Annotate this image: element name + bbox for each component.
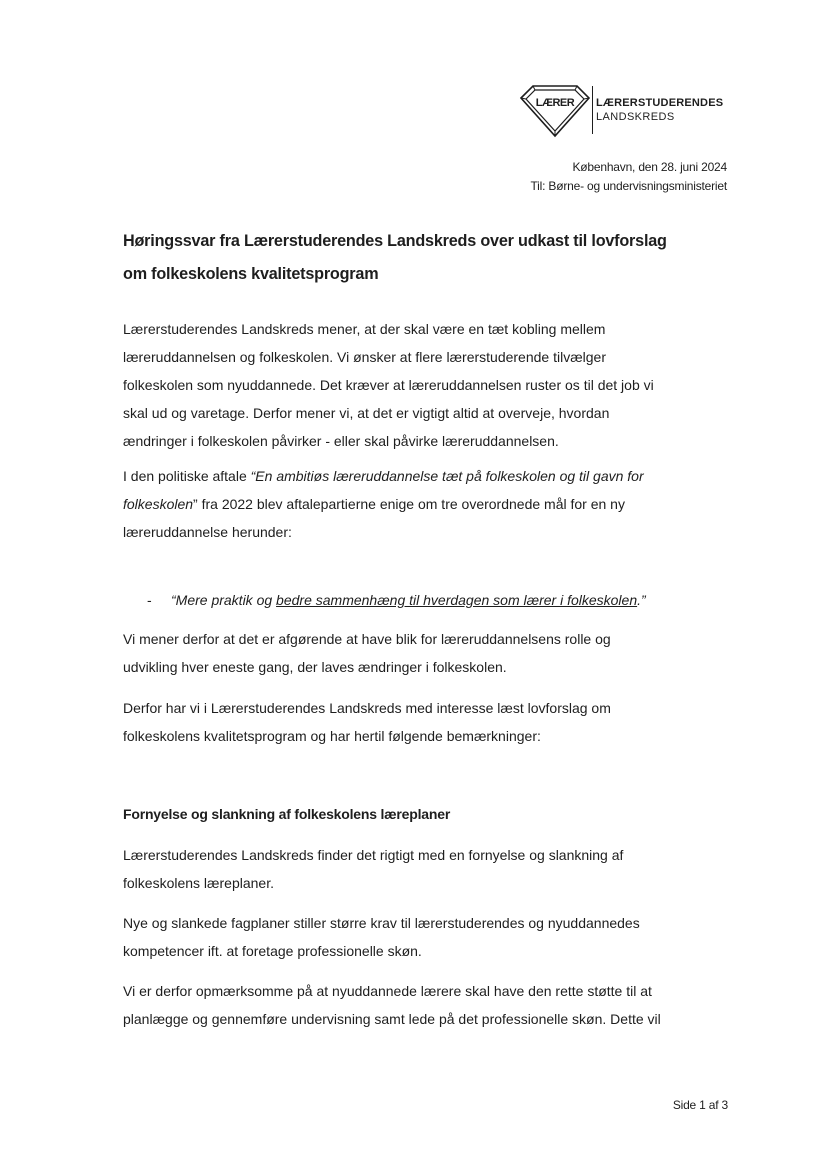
intro-line1: Lærerstuderendes Landskreds mener, at der skal være en tæt kobling mellem <box>123 321 606 337</box>
agreement-quote-part1: “En ambitiøs læreruddannelse tæt på folkeskolen og til gavn for <box>250 468 644 484</box>
agreement-line3: læreruddannelse herunder: <box>123 524 292 540</box>
logo-mark-text: LÆRER <box>535 97 575 109</box>
role-paragraph <box>123 625 743 681</box>
section-p2-line2: kompetencer ift. at foretage professionelle skøn. <box>123 943 422 959</box>
recipient: Til: Børne- og undervisningsministeriet <box>530 179 727 193</box>
section-p1-line1: Lærerstuderendes Landskreds finder det rigtigt med en fornyelse og slankning af <box>123 847 624 863</box>
agreement-paragraph <box>123 462 743 546</box>
intro-paragraph <box>123 315 743 455</box>
bullet-pre: “Mere praktik og <box>171 592 277 608</box>
logo-text-line2: LANDSKREDS <box>596 111 675 123</box>
intro-line4: skal ud og varetage. Derfor mener vi, at det er vigtigt altid at overveje, hvordan <box>123 405 610 421</box>
title-line1: Høringssvar fra Lærerstuderendes Landskreds over udkast til lovforslag <box>123 232 667 250</box>
role-line1: Vi mener derfor at det er afgørende at have blik for læreruddannelsens rolle og <box>123 631 611 647</box>
section-paragraph-2 <box>123 909 743 965</box>
role-line2: udvikling hver eneste gang, der laves ændringer i folkeskolen. <box>123 659 507 675</box>
bullet-post: .” <box>637 592 646 608</box>
letter-meta <box>531 158 728 196</box>
title-line2: om folkeskolens kvalitetsprogram <box>123 265 379 283</box>
diamond-logo-icon <box>519 84 591 138</box>
section-p1-line2: folkeskolens læreplaner. <box>123 875 274 891</box>
page-number: Side 1 af 3 <box>672 1098 728 1112</box>
place-date: København, den 28. juni 2024 <box>572 160 727 174</box>
interest-line2: folkeskolens kvalitetsprogram og har hertil følgende bemærkninger: <box>123 728 541 744</box>
intro-line5: ændringer i folkeskolen påvirker - eller skal påvirke læreruddannelsen. <box>123 433 559 449</box>
interest-line1: Derfor har vi i Lærerstuderendes Landskreds med interesse læst lovforslag om <box>123 700 611 716</box>
logo-text-line1: LÆRERSTUDERENDES <box>596 97 724 109</box>
section-heading: Fornyelse og slankning af folkeskolens læreplaner <box>123 806 451 822</box>
organization-logo <box>519 84 739 140</box>
section-p3-line2: planlægge og gennemføre undervisning samt lede på det professionelle skøn. Dette vil <box>123 1011 661 1027</box>
interest-paragraph <box>123 694 743 750</box>
section-p2-line1: Nye og slankede fagplaner stiller større krav til lærerstuderendes og nyuddannedes <box>123 915 640 931</box>
intro-line2: læreruddannelsen og folkeskolen. Vi ønsker at flere lærerstuderende tilvælger <box>123 349 606 365</box>
bullet-underlined-text: bedre sammenhæng til hverdagen som lærer i folkeskolen <box>276 592 638 608</box>
section-paragraph-3 <box>123 977 743 1033</box>
agreement-pre: I den politiske aftale <box>123 468 251 484</box>
section-p3-line1: Vi er derfor opmærksomme på at nyuddannede lærere skal have den rette støtte til at <box>123 983 652 999</box>
document-title <box>123 225 743 291</box>
intro-line3: folkeskolen som nyuddannede. Det kræver at læreruddannelsen ruster os til det job vi <box>123 377 654 393</box>
bullet-dash: - <box>147 592 152 608</box>
bullet-item <box>171 586 646 614</box>
logo-divider <box>592 86 593 134</box>
agreement-quote-part2: folkeskolen <box>123 496 194 512</box>
agreement-post: ” fra 2022 blev aftalepartierne enige om tre overordnede mål for en ny <box>193 496 625 512</box>
section-paragraph-1 <box>123 841 743 897</box>
